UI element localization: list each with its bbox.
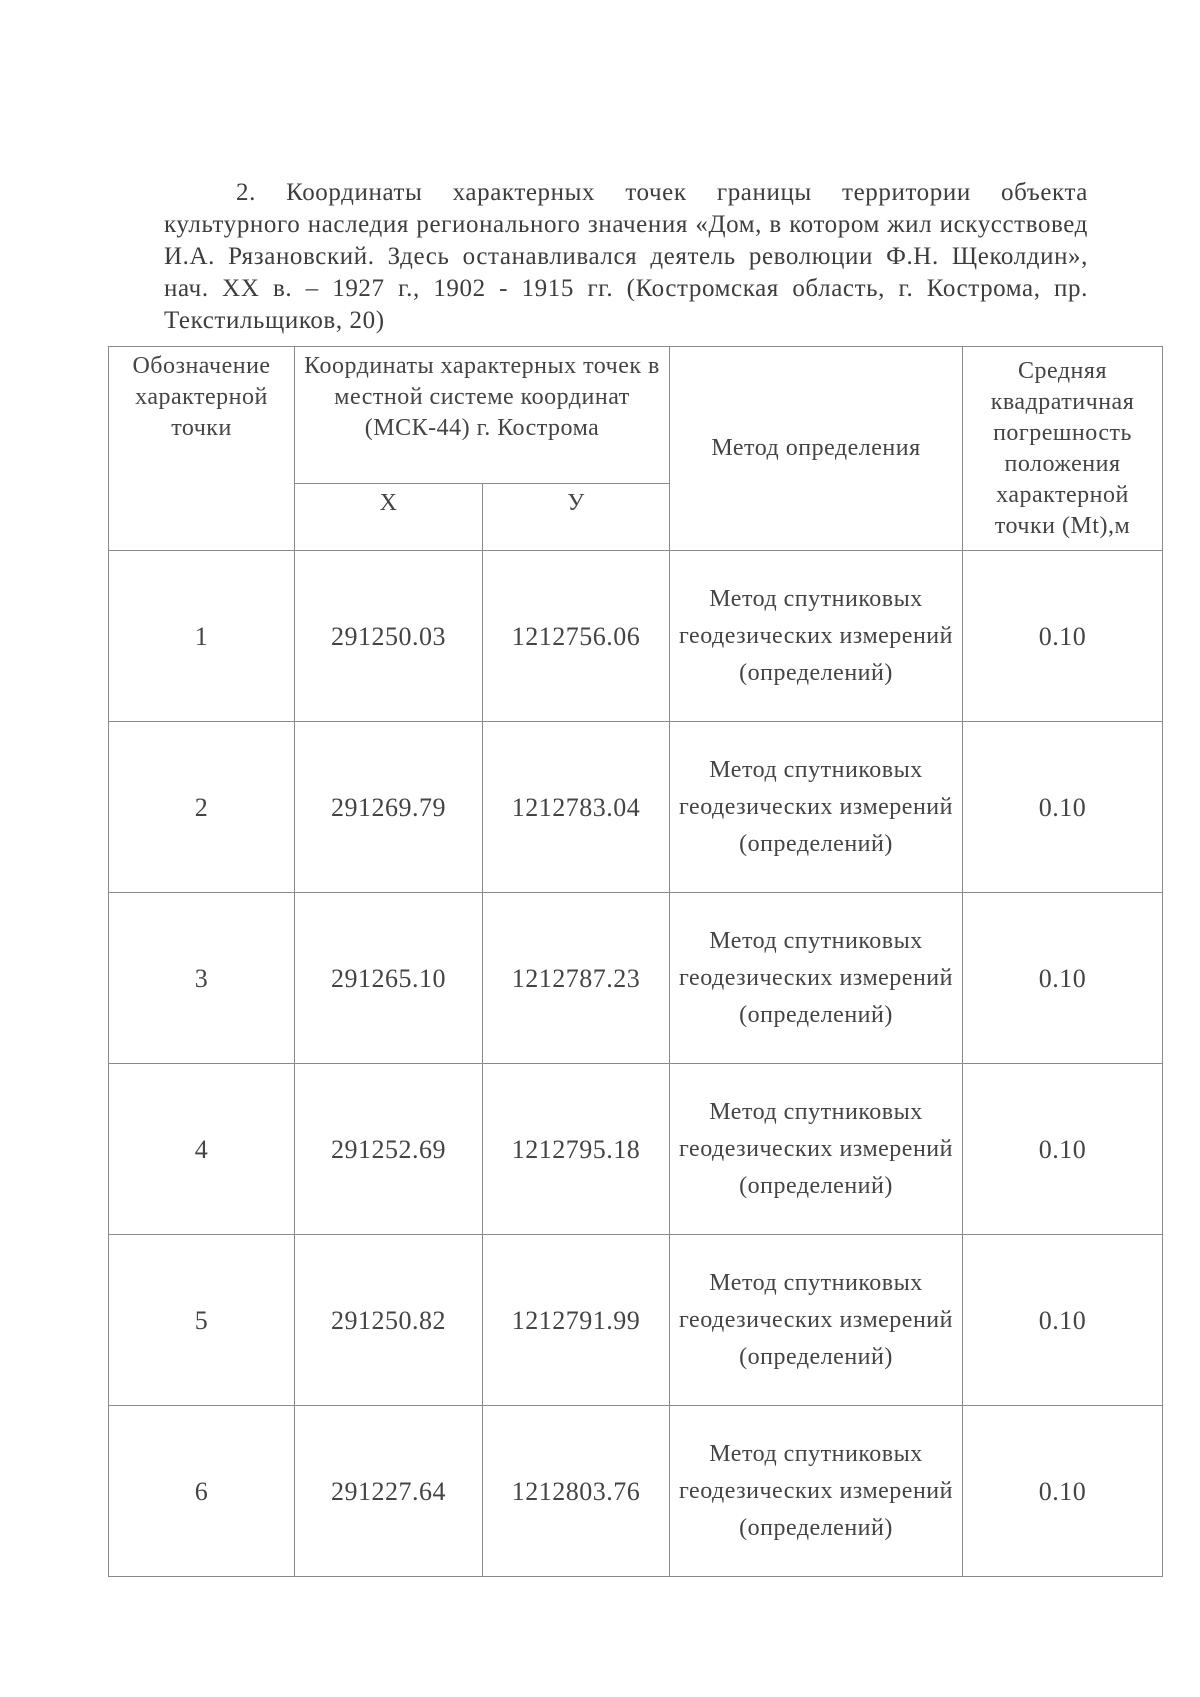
cell-y: 1212787.23	[483, 893, 670, 1064]
cell-x: 291250.03	[295, 551, 483, 722]
table-row	[109, 1406, 1163, 1577]
cell-point: 3	[109, 893, 295, 1064]
cell-point: 5	[109, 1235, 295, 1406]
cell-x: 291265.10	[295, 893, 483, 1064]
cell-x: 291252.69	[295, 1064, 483, 1235]
coordinates-table	[108, 346, 1163, 1577]
cell-error: 0.10	[963, 551, 1163, 722]
cell-method: Метод спутниковых геодезических измерений (определений)	[670, 1064, 963, 1235]
cell-error: 0.10	[963, 722, 1163, 893]
cell-x: 291227.64	[295, 1406, 483, 1577]
table-row	[109, 1064, 1163, 1235]
intro-paragraph: 2. Координаты характерных точек границы территории объекта культурного наследия регионального значения «Дом, в котором жил искусствовед И.А. Рязановский. Здесь останавливался деятель революции Ф.Н. Щеколдин», нач. XX в. – 1927 г., 1902 - 1915 гг. (Костромская область, г. Кострома, пр. Текстильщиков, 20)	[164, 179, 1088, 334]
cell-point: 2	[109, 722, 295, 893]
header-error: Средняя квадратичная погрешность положения характерной точки (Mt),м	[963, 347, 1163, 551]
table-row	[109, 1235, 1163, 1406]
cell-y: 1212783.04	[483, 722, 670, 893]
table-row	[109, 551, 1163, 722]
table-row	[109, 722, 1163, 893]
cell-error: 0.10	[963, 1064, 1163, 1235]
header-coords: Координаты характерных точек в местной системе координат (МСК-44) г. Кострома	[295, 347, 670, 484]
header-method: Метод определения	[670, 347, 963, 551]
cell-x: 291269.79	[295, 722, 483, 893]
cell-method: Метод спутниковых геодезических измерений (определений)	[670, 722, 963, 893]
cell-error: 0.10	[963, 893, 1163, 1064]
cell-method: Метод спутниковых геодезических измерений (определений)	[670, 551, 963, 722]
cell-point: 1	[109, 551, 295, 722]
header-x: Х	[295, 484, 483, 551]
header-y: У	[483, 484, 670, 551]
cell-method: Метод спутниковых геодезических измерений (определений)	[670, 1235, 963, 1406]
table-row	[109, 893, 1163, 1064]
cell-error: 0.10	[963, 1235, 1163, 1406]
cell-y: 1212795.18	[483, 1064, 670, 1235]
cell-error: 0.10	[963, 1406, 1163, 1577]
header-point: Обозначение характерной точки	[109, 347, 295, 551]
cell-method: Метод спутниковых геодезических измерений (определений)	[670, 893, 963, 1064]
cell-y: 1212791.99	[483, 1235, 670, 1406]
cell-y: 1212756.06	[483, 551, 670, 722]
cell-y: 1212803.76	[483, 1406, 670, 1577]
cell-point: 4	[109, 1064, 295, 1235]
cell-x: 291250.82	[295, 1235, 483, 1406]
table-header-row	[109, 347, 1163, 484]
cell-method: Метод спутниковых геодезических измерений (определений)	[670, 1406, 963, 1577]
cell-point: 6	[109, 1406, 295, 1577]
